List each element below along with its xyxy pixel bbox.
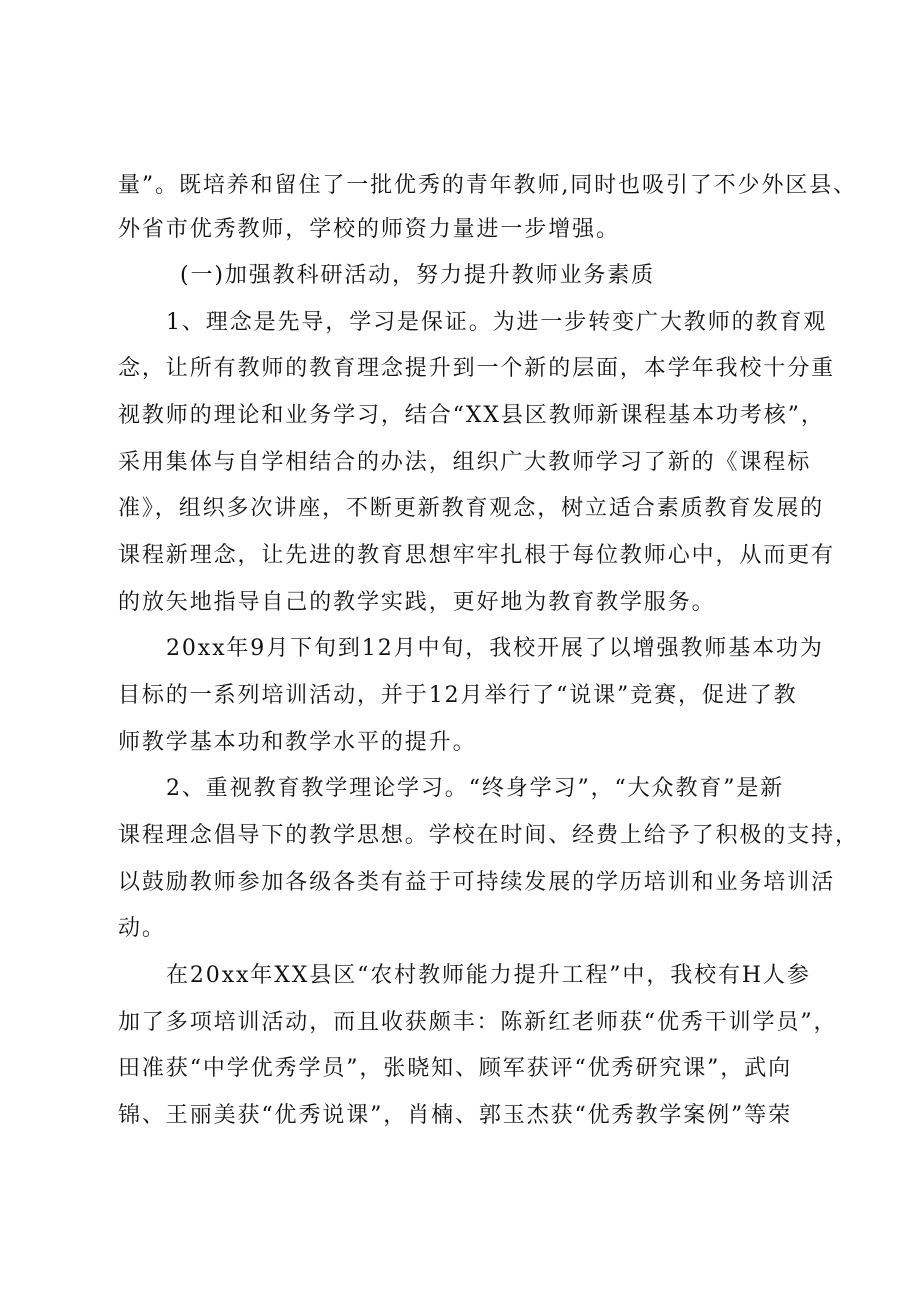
text-line: 准》，组织多次讲座，不断更新教育观念，树立适合素质教育发展的 — [118, 496, 825, 521]
text-line: 1、理念是先导，学习是保证。为进一步转变广大教师的教育观 — [166, 310, 828, 335]
text-line: 动。 — [118, 916, 166, 941]
section-heading: (一)加强教科研活动，努力提升教师业务素质 — [180, 263, 656, 288]
text-line: 加了多项培训活动，而且收获颇丰：陈新红老师获“优秀干训学员”， — [118, 1010, 838, 1035]
text-line: 田准获“中学优秀学员”，张晓知、顾军获评“优秀研究课”，武向 — [118, 1056, 792, 1081]
text-line: 外省市优秀教师，学校的师资力量进一步增强。 — [118, 217, 620, 242]
text-line: 视教师的理论和业务学习，结合“XX县区教师新课程基本功考核”， — [118, 403, 825, 428]
text-line: 课程理念倡导下的教学思想。学校在时间、经费上给予了积极的支持， — [118, 823, 859, 848]
text-line: 20xx年9月下旬到12月中旬，我校开展了以增强教师基本功为 — [166, 636, 824, 661]
text-line: 采用集体与自学相结合的办法，组织广大教师学习了新的《课程标 — [118, 450, 812, 475]
text-line: 2、重视教育教学理论学习。“终身学习”，“大众教育”是新 — [166, 776, 785, 801]
text-line: 锦、王丽美获“优秀说课”，肖楠、郭玉杰获“优秀教学案例”等荣 — [118, 1103, 792, 1128]
text-line: 念，让所有教师的教育理念提升到一个新的层面，本学年我校十分重 — [118, 356, 836, 381]
text-line: 以鼓励教师参加各级各类有益于可持续发展的学历培训和业务培训活 — [118, 870, 836, 895]
text-line: 的放矢地指导自己的教学实践，更好地为教育教学服务。 — [118, 590, 716, 615]
text-line: 目标的一系列培训活动，并于12月举行了“说课”竞赛，促进了教 — [118, 683, 798, 708]
text-line: 在20xx年XX县区“农村教师能力提升工程”中，我校有H人参 — [166, 963, 811, 988]
text-line: 师教学基本功和教学水平的提升。 — [118, 730, 477, 755]
text-line: 量”。既培养和留住了一批优秀的青年教师,同时也吸引了不少外区县、 — [118, 173, 858, 198]
text-line: 课程新理念，让先进的教育思想牢牢扎根于每位教师心中，从而更有 — [118, 543, 836, 568]
